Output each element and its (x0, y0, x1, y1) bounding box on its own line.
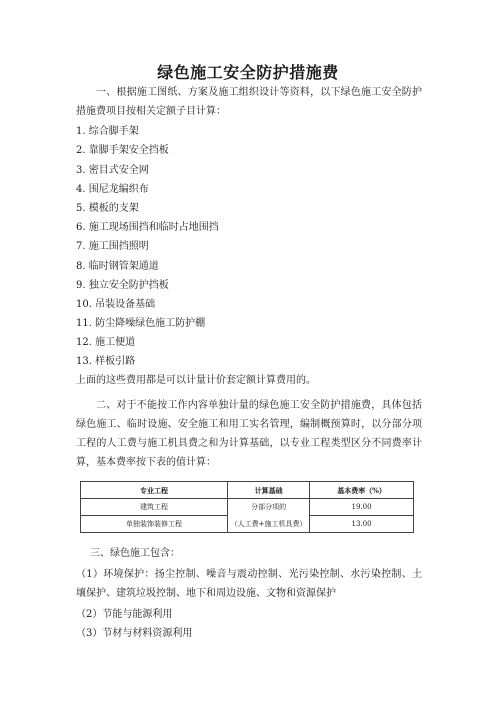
list-item: 13. 样板引路 (76, 356, 136, 367)
section2-text: 二、对于不能按工作内容单独计量的绿色施工安全防护措施费，具体包括绿色施工、临时设施、安全施工和用工实名管理，编制概预算时，以分部分项工程的人工费与施工机具费之和为计算基础，以专业工程类型区分不同费率计算，基本费率按下表的值计算： (76, 400, 422, 468)
cell-category: 建筑工程 (81, 499, 228, 516)
cell-category: 单独装饰装修工程 (81, 516, 228, 533)
list-item: 6. 施工现场围挡和临时占地围挡 (76, 222, 219, 233)
list-item: 4. 围尼龙编织布 (76, 184, 149, 195)
list-item: 8. 临时钢管架通道 (76, 261, 159, 272)
cell-basis (228, 499, 310, 533)
cell-rate: 19.00 (310, 499, 414, 516)
list-item: 7. 施工围挡照明 (76, 241, 149, 252)
section1-intro: 一、根据施工图纸、方案及施工组织设计等资料，以下绿色施工安全防护措施费项目按相关定额子目计算： (76, 87, 422, 117)
table-row (81, 499, 414, 516)
list-item: 11. 防尘降噪绿色施工防护棚 (76, 318, 206, 329)
list-item: 5. 模板的支架 (76, 203, 139, 214)
section3-item: （1）环境保护：扬尘控制、噪音与震动控制、光污染控制、水污染控制、土壤保护、建筑垃圾控制、地下和周边设施、文物和资源保护 (76, 569, 422, 599)
page-title: 绿色施工安全防护措施费 (157, 63, 339, 82)
header-basis: 计算基础 (228, 482, 310, 499)
table-header-row (81, 482, 414, 499)
section3-item: （2）节能与能源利用 (76, 609, 173, 620)
basis-line-1: 分部分项的 (251, 502, 287, 511)
header-category: 专业工程 (81, 482, 228, 499)
header-rate: 基本费率（%） (310, 482, 414, 499)
rate-table (80, 481, 414, 533)
list-item: 2. 靠脚手架安全挡板 (76, 145, 169, 156)
list-item: 1. 综合脚手架 (76, 126, 139, 137)
list-item: 9. 独立安全防护挡板 (76, 280, 169, 291)
basis-line-2: （人工费+施工机具费） (230, 519, 307, 528)
section3-title: 三、绿色施工包含： (90, 548, 180, 559)
list-item: 3. 密目式安全网 (76, 165, 149, 176)
list-item: 10. 吊装设备基础 (76, 299, 156, 310)
section1-closing: 上面的这些费用都是可以计量计价套定额计算费用的。 (76, 375, 316, 386)
list-item: 12. 施工便道 (76, 337, 136, 348)
section3-item: （3）节材与材料资源利用 (76, 628, 193, 639)
cell-rate: 13.00 (310, 516, 414, 533)
